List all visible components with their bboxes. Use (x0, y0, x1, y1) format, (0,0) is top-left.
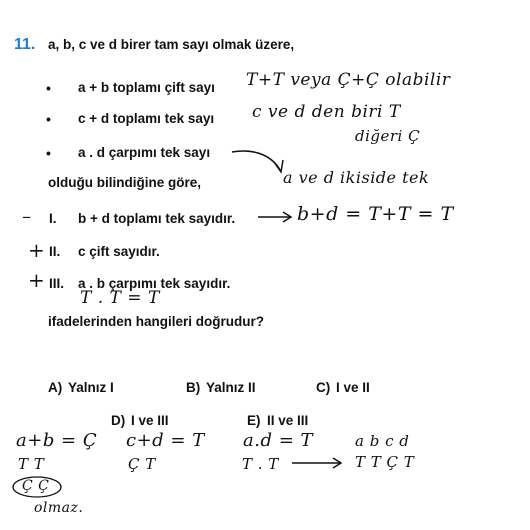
handwritten-work-abcd-sub: T T Ç T (355, 453, 415, 471)
handwritten-work-cd-sub: Ç T (128, 455, 156, 473)
handwritten-work-abcd: a b c d (355, 432, 410, 450)
handwritten-work-ad: a.d = T (243, 430, 314, 451)
handwritten-work-statement-3: T . T = T (80, 288, 160, 308)
handwritten-note-2b: diğeri Ç (355, 127, 421, 145)
choice-b-text[interactable]: Yalnız II (206, 380, 256, 395)
statement-1-label: I. (49, 211, 57, 226)
condition-3: a . d çarpımı tek sayı (78, 145, 211, 160)
handwritten-work-ab: a+b = Ç (16, 430, 98, 451)
handwritten-note-1: T+T veya Ç+Ç olabilir (246, 70, 451, 90)
question-number: 11. (14, 36, 36, 53)
handwritten-work-ab-note: olmaz. (34, 500, 84, 516)
handwritten-note-3: a ve d ikiside tek (283, 168, 430, 187)
bullet-2: • (46, 111, 51, 127)
handwritten-mark-statement-2: + (28, 238, 46, 262)
question-stem: a, b, c ve d birer tam sayı olmak üzere, (48, 37, 295, 52)
condition-2: c + d toplamı tek sayı (78, 111, 215, 126)
statement-2-text: c çift sayıdır. (78, 244, 160, 259)
arrow-ad-head (333, 458, 341, 468)
choice-c-text[interactable]: I ve II (336, 380, 370, 395)
choice-e-text[interactable]: II ve III (267, 413, 309, 428)
arrow-to-note-3 (232, 151, 280, 170)
choice-b-label[interactable]: B) (186, 380, 201, 395)
question-lead: olduğu bilindiğine göre, (48, 175, 201, 190)
condition-1: a + b toplamı çift sayı (78, 80, 215, 95)
handwritten-note-2a: c ve d den biri T (252, 102, 401, 122)
choice-a-text[interactable]: Yalnız I (68, 380, 114, 395)
handwritten-mark-statement-1: – (22, 206, 32, 227)
statement-3-text: a . b çarpımı tek sayıdır. (78, 276, 231, 291)
choice-c-label[interactable]: C) (316, 380, 331, 395)
bullet-3: • (46, 145, 51, 161)
statement-2-label: II. (49, 244, 61, 259)
choice-e-label[interactable]: E) (247, 413, 261, 428)
arrow-to-note-3-head (274, 160, 283, 172)
handwritten-work-statement-1: b+d = T+T = T (297, 203, 454, 225)
arrow-statement-1-head (283, 212, 291, 222)
question-prompt: ifadelerinden hangileri doğrudur? (48, 314, 265, 329)
handwritten-mark-statement-3: + (28, 268, 46, 292)
statement-1-text: b + d toplamı tek sayıdır. (78, 211, 236, 226)
handwritten-work-ad-sub: T . T (242, 455, 279, 473)
bullet-1: • (46, 80, 51, 96)
choice-a-label[interactable]: A) (48, 380, 63, 395)
handwritten-work-ab-sub: T T (18, 455, 45, 473)
handwritten-work-ab-circled: Ç Ç (22, 478, 50, 494)
choice-d-text[interactable]: I ve III (131, 413, 169, 428)
statement-3-label: III. (49, 276, 65, 291)
handwritten-work-cd: c+d = T (126, 430, 205, 451)
choice-d-label[interactable]: D) (111, 413, 126, 428)
